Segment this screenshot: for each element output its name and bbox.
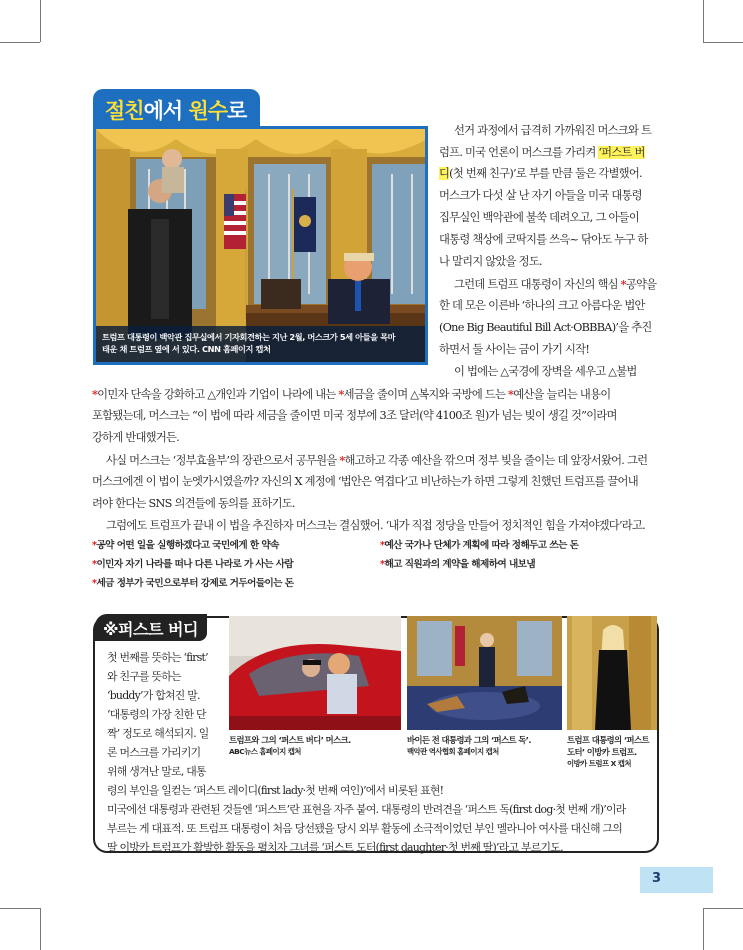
article-line: 려야 한다는 SNS 의견들에 동의를 표하기도. xyxy=(92,497,295,510)
box-line: ‘buddy’가 합쳐진 말. xyxy=(107,689,200,702)
article-line: 이 법에는 △국경에 장벽을 세우고 △불법 xyxy=(454,365,637,378)
crop-mark xyxy=(703,0,704,42)
article-line: 대통령 책상에 코딱지를 쓰윽~ 닦아도 누구 하 xyxy=(439,233,648,246)
article-line: 디(첫 번째 친구)’로 부를 만큼 둘은 각별했어. xyxy=(439,167,642,180)
article-line: 선거 과정에서 급격히 가까워진 머스크와 트 xyxy=(454,124,652,137)
article-line: 집무실인 백악관에 불쑥 데려오고, 그 아들이 xyxy=(439,211,639,224)
crop-mark xyxy=(703,908,704,950)
section-title-tab xyxy=(93,89,260,129)
main-photo-caption: 트럼프 대통령이 백악관 집무실에서 기자회견하는 지난 2월, 머스크가 5세 아들을 목마 태운 채 트럼프 옆에 서 있다. CNN 홈페이지 캡처 xyxy=(96,326,425,362)
article-line: 한 데 모은 이른바 ‘하나의 크고 아름다운 법안 xyxy=(439,299,645,312)
glossary-item: *공약 어떤 일을 실행하겠다고 국민에게 한 약속 xyxy=(92,540,279,551)
box-line: 와 친구를 뜻하는 xyxy=(107,670,181,683)
section-title: 절친에서 원수로 xyxy=(105,99,247,123)
crop-mark xyxy=(40,908,41,950)
photo-biden-dogs xyxy=(407,616,562,730)
article-line: 포함됐는데, 머스크는 “이 법에 따라 세금을 줄이면 미국 정부에 3조 달러(약 4100조 원)가 넘는 빚이 생길 것”이라며 xyxy=(92,409,617,422)
article-line: 강하게 반대했거든. xyxy=(92,431,179,444)
box-line: 첫 번째를 뜻하는 ‘first’ xyxy=(107,651,208,664)
glossary-item: *해고 직원과의 계약을 해제하여 내보냄 xyxy=(380,559,536,570)
article-line: 그런데 트럼프 대통령이 자신의 핵심 *공약을 xyxy=(454,277,657,291)
box-title-tab xyxy=(95,614,207,641)
glossary-item: *세금 정부가 국민으로부터 강제로 거두어들이는 돈 xyxy=(92,578,294,589)
box-title: ※퍼스트 버디 xyxy=(103,620,198,639)
article-line: 럼프. 미국 언론이 머스크를 가리켜 ‘퍼스트 버 xyxy=(439,146,645,159)
page-number: 3 xyxy=(652,871,662,886)
photo-trump-musk-car xyxy=(229,616,401,730)
box-line: 짝’ 정도로 해석되지. 일 xyxy=(107,727,209,740)
photo-ivanka xyxy=(567,616,657,730)
box-line: 위해 생겨난 말로, 대통 xyxy=(107,765,206,778)
article-line: (One Big Beautiful Bill Act·OBBBA)’을 추진 xyxy=(439,321,652,334)
crop-mark xyxy=(40,0,41,42)
glossary-item: *이민자 자기 나라를 떠나 다른 나라로 가 사는 사람 xyxy=(92,559,294,570)
crop-mark xyxy=(0,908,40,909)
article-line: 머스크에겐 이 법이 눈엣가시였을까? 자신의 X 계정에 ‘법안은 역겹다’고 비난하는가 하면 그렇게 친했던 트럼프를 끌어내 xyxy=(92,475,638,488)
article-line: 하면서 둘 사이는 금이 가기 시작! xyxy=(439,343,590,356)
crop-mark xyxy=(0,42,40,43)
article-line: 사실 머스크는 ‘정부효율부’의 장관으로서 공무원을 *해고하고 각종 예산을 깎으며 정부 빚을 줄이는 데 앞장서왔어. 그런 xyxy=(106,453,648,467)
glossary-item: *예산 국가나 단체가 계획에 따라 정해두고 쓰는 돈 xyxy=(380,540,579,551)
box-line: 미국에선 대통령과 관련된 것들엔 ‘퍼스트’란 표현을 자주 붙여. 대통령의 반려견을 ‘퍼스트 독(first dog·첫 번째 개)’이라 xyxy=(107,803,626,816)
photo-caption: 바이든 전 대통령과 그의 ‘퍼스트 독’. 백악관 역사협회 홈페이지 캡처 xyxy=(407,735,532,756)
box-line: 론 머스크를 가리키기 xyxy=(107,746,201,759)
article-line: 그럼에도 트럼프가 끝내 이 법을 추진하자 머스크는 결심했어. ‘내가 직접 정당을 만들어 정치적인 힘을 가져야겠다’라고. xyxy=(106,519,645,532)
crop-mark xyxy=(703,908,743,909)
box-line: 딸 이방카 트럼프가 활발한 활동을 펼치자 그녀를 ‘퍼스트 도터(first daughter·첫 번째 딸)’라고 부르기도. xyxy=(107,841,563,854)
article-line: 머스크가 다섯 살 난 자기 아들을 미국 대통령 xyxy=(439,189,642,202)
crop-mark xyxy=(703,42,743,43)
page-number-tab xyxy=(640,867,713,893)
article-line: 나 말리지 않았을 정도. xyxy=(439,255,542,268)
photo-caption: 트럼프 대통령의 ‘퍼스트 도터’ 이방카 트럼프. 이방카 트럼프 X 캡처 xyxy=(567,735,649,768)
box-line: 령의 부인을 일컫는 ‘퍼스트 레이디(first lady·첫 번째 여인)’에서 비롯된 표현! xyxy=(107,784,444,797)
photo-caption: 트럼프와 그의 ‘퍼스트 버디’ 머스크. ABC뉴스 홈페이지 캡처 xyxy=(229,735,351,756)
main-photo xyxy=(93,126,428,365)
article-line: *이민자 단속을 강화하고 △개인과 기업이 나라에 내는 *세금을 줄이며 △복지와 국방에 드는 *예산을 늘리는 내용이 xyxy=(92,387,611,401)
box-line: 부르는 게 대표적. 또 트럼프 대통령이 처음 당선됐을 당시 외부 활동에 소극적이었던 부인 멜라니아 여사를 대신해 그의 xyxy=(107,822,623,835)
box-line: ‘대통령의 가장 친한 단 xyxy=(107,708,206,721)
